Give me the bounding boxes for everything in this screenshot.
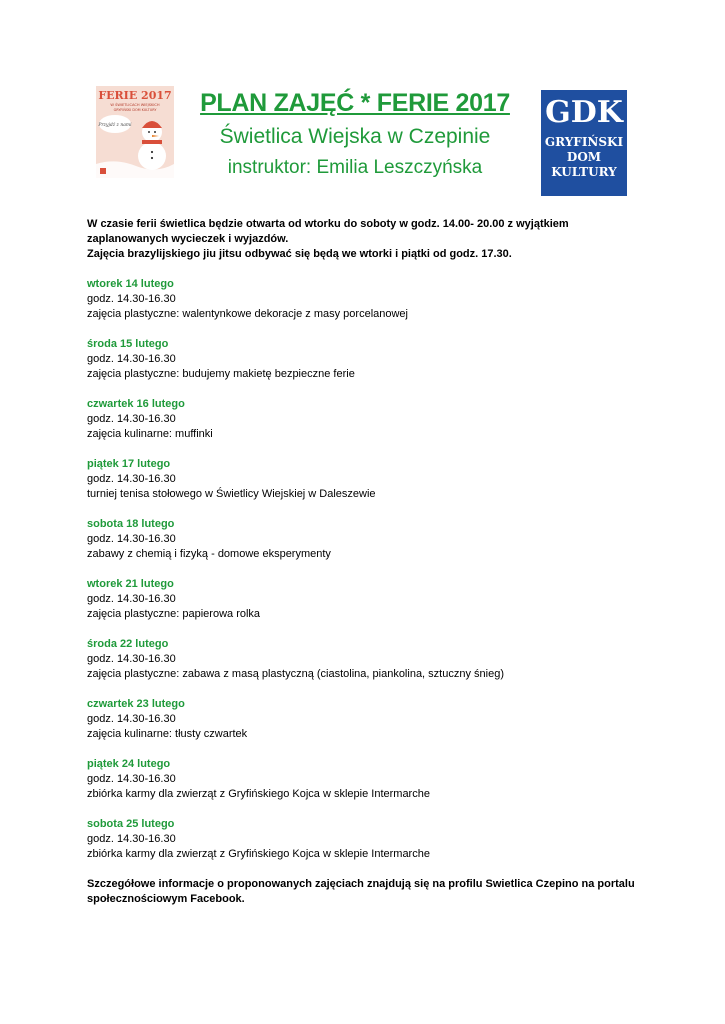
day-title: środa 15 lutego xyxy=(87,338,169,350)
day-title: piątek 24 lutego xyxy=(87,758,171,770)
day-activity: turniej tenisa stołowego w Świetlicy Wiejskiej w Daleszewie xyxy=(87,488,376,500)
day-time: godz. 14.30-16.30 xyxy=(87,653,176,665)
day-time: godz. 14.30-16.30 xyxy=(87,413,176,425)
schedule-day xyxy=(87,517,647,562)
gdk-line2: DOM xyxy=(566,150,602,164)
gdk-line1: GRYFIŃSKI xyxy=(544,135,624,149)
day-activity: zabawy z chemią i fizyką - domowe eksperymenty xyxy=(87,548,331,560)
day-title: wtorek 14 lutego xyxy=(87,278,174,290)
day-activity: zbiórka karmy dla zwierząt z Gryfińskiego Kojca w sklepie Intermarche xyxy=(87,848,430,860)
day-title: piątek 17 lutego xyxy=(87,458,171,470)
poster-line3: GRYFIŃSKI DOM KULTURY xyxy=(113,108,157,112)
day-time: godz. 14.30-16.30 xyxy=(87,773,176,785)
poster-title: FERIE 2017 xyxy=(98,89,172,102)
day-title: sobota 25 lutego xyxy=(87,818,175,830)
day-time: godz. 14.30-16.30 xyxy=(87,293,176,305)
schedule-day xyxy=(87,577,647,622)
poster-bubble: Przyjdź z nami xyxy=(98,123,132,128)
schedule-day xyxy=(87,337,647,382)
schedule-day xyxy=(87,817,647,862)
day-activity: zbiórka karmy dla zwierząt z Gryfińskiego Kojca w sklepie Intermarche xyxy=(87,788,430,800)
day-time: godz. 14.30-16.30 xyxy=(87,833,176,845)
footer-line: społecznościowym Facebook. xyxy=(87,893,245,905)
day-title: środa 22 lutego xyxy=(87,638,169,650)
instructor-line: instruktor: Emilia Leszczyńska xyxy=(227,157,483,178)
poster-line2: W ŚWIETLICACH WIEJSKICH xyxy=(110,103,160,107)
day-time: godz. 14.30-16.30 xyxy=(87,473,176,485)
footer-note xyxy=(87,877,647,907)
day-activity: zajęcia plastyczne: budujemy makietę bezpieczne ferie xyxy=(87,368,355,380)
day-activity: zajęcia plastyczne: zabawa z masą plastyczną (ciastolina, piankolina, sztuczny śnieg) xyxy=(87,668,504,680)
schedule-day xyxy=(87,277,647,322)
day-title: wtorek 21 lutego xyxy=(87,578,174,590)
schedule-day xyxy=(87,397,647,442)
intro-line: W czasie ferii świetlica będzie otwarta od wtorku do soboty w godz. 14.00- 20.00 z wyjątkiem xyxy=(87,218,569,230)
intro-line: Zajęcia brazylijskiego jiu jitsu odbywać się będą we wtorki i piątki od godz. 17.30. xyxy=(87,248,512,260)
day-time: godz. 14.30-16.30 xyxy=(87,533,176,545)
header xyxy=(180,84,530,182)
ferie-poster-logo xyxy=(96,86,174,178)
day-activity: zajęcia kulinarne: tłusty czwartek xyxy=(87,728,248,740)
intro-line: zaplanowanych wycieczek i wyjazdów. xyxy=(87,233,289,245)
gdk-line3: KULTURY xyxy=(551,165,617,179)
schedule-day xyxy=(87,637,647,682)
schedule-day xyxy=(87,757,647,802)
day-title: czwartek 23 lutego xyxy=(87,698,185,710)
day-time: godz. 14.30-16.30 xyxy=(87,713,176,725)
day-activity: zajęcia kulinarne: muffinki xyxy=(87,428,213,440)
schedule-day xyxy=(87,697,647,742)
page-subtitle: Świetlica Wiejska w Czepinie xyxy=(219,125,491,148)
footer-line: Szczegółowe informacje o proponowanych zajęciach znajdują się na profilu Swietlica Czepino na portalu xyxy=(87,878,635,890)
day-time: godz. 14.30-16.30 xyxy=(87,593,176,605)
day-time: godz. 14.30-16.30 xyxy=(87,353,176,365)
day-activity: zajęcia plastyczne: papierowa rolka xyxy=(87,608,261,620)
schedule-content xyxy=(87,217,647,907)
day-title: czwartek 16 lutego xyxy=(87,398,185,410)
gdk-logo xyxy=(537,88,629,198)
intro-paragraph xyxy=(87,217,647,262)
page-title: PLAN ZAJĘĆ * FERIE 2017 xyxy=(200,89,510,117)
day-title: sobota 18 lutego xyxy=(87,518,175,530)
gdk-letters: GDK xyxy=(545,95,623,130)
schedule-day xyxy=(87,457,647,502)
day-activity: zajęcia plastyczne: walentynkowe dekoracje z masy porcelanowej xyxy=(87,308,408,320)
